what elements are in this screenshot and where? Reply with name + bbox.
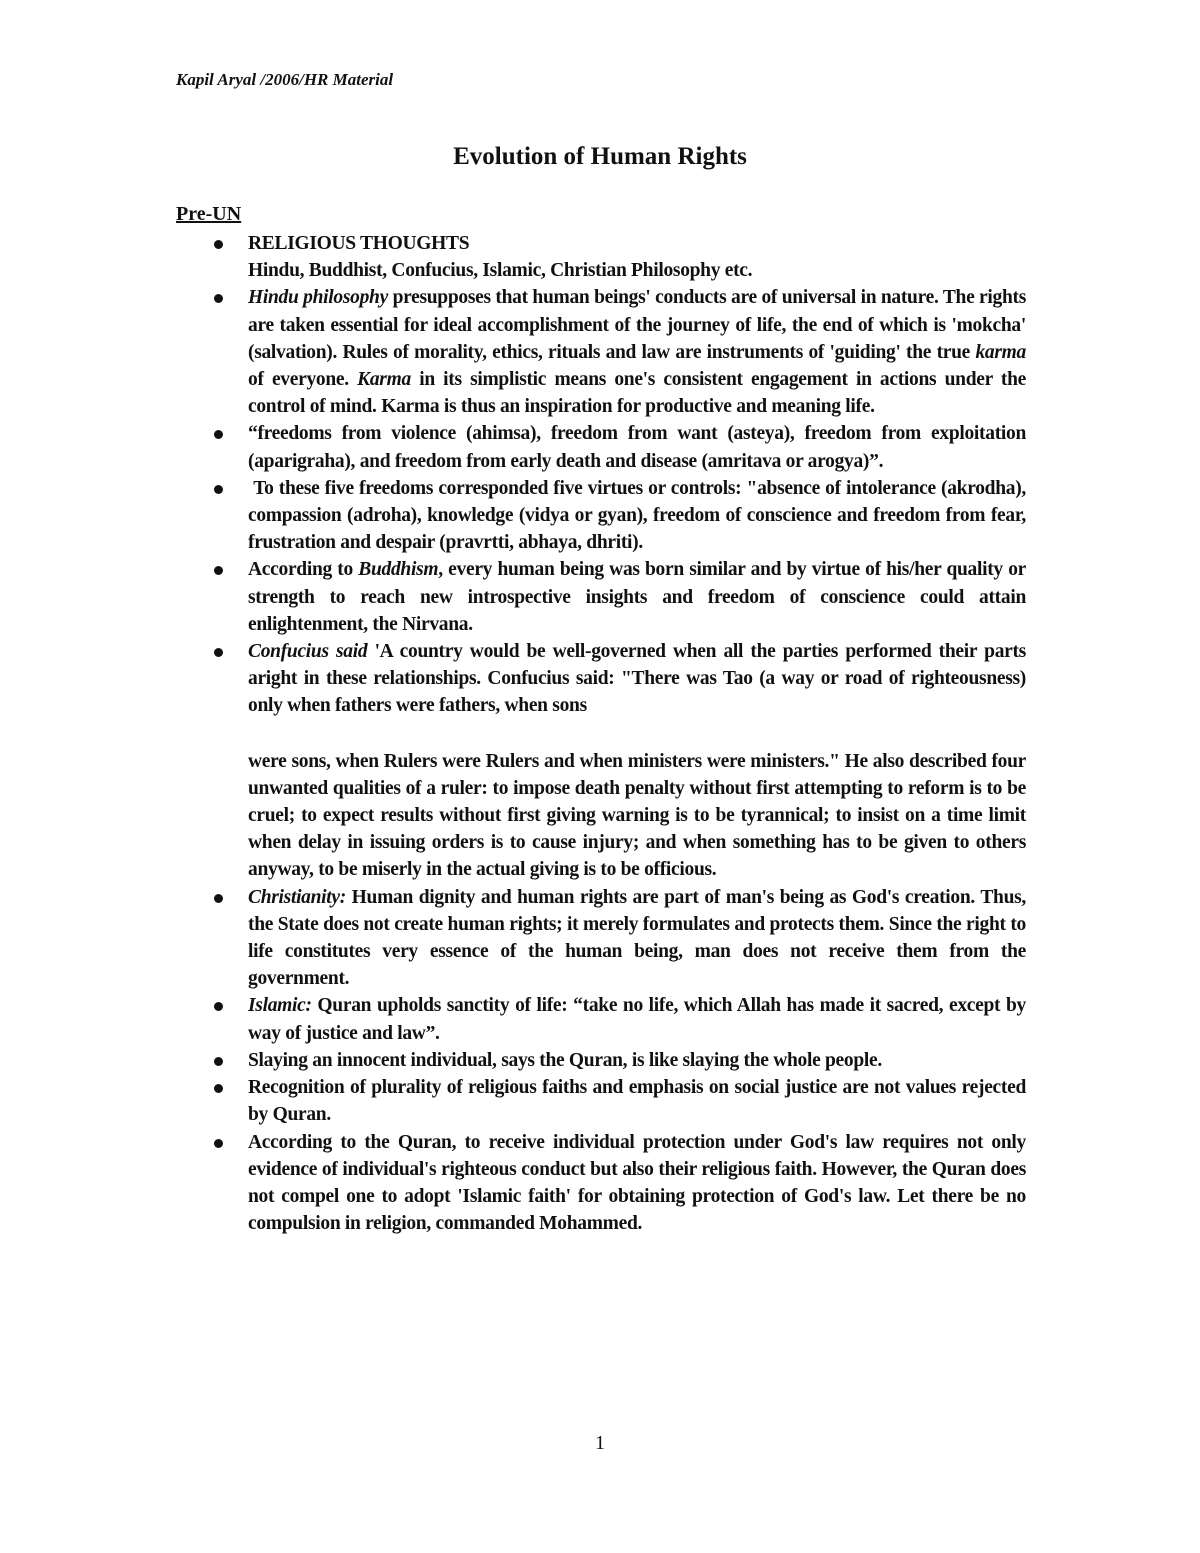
page-title: Evolution of Human Rights bbox=[453, 143, 747, 170]
item-keyword: Christianity: bbox=[248, 886, 346, 908]
list-item bbox=[176, 1129, 1026, 1238]
list-item bbox=[176, 230, 1026, 284]
list-item bbox=[176, 638, 1026, 884]
page-number: 1 bbox=[595, 1432, 605, 1454]
item-text: of everyone. bbox=[248, 369, 358, 391]
list-item bbox=[176, 1047, 1026, 1074]
document-body bbox=[176, 230, 1026, 1237]
document-header: Kapil Aryal /2006/HR Material bbox=[176, 70, 394, 89]
item-keyword: Hindu philosophy bbox=[248, 287, 388, 309]
item-keyword: karma bbox=[975, 341, 1026, 363]
list-item bbox=[176, 884, 1026, 993]
item-text: Human dignity and human rights are part of man's being as God's creation. Thus, the State does not create human rights; it merely formulates and protects them. Since the right to life constitutes very essence of the human being, man does not receive them from the government. bbox=[248, 886, 1026, 990]
item-keyword: Karma bbox=[357, 369, 411, 391]
bullet-icon bbox=[214, 566, 223, 575]
item-text: According to the Quran, to receive individual protection under God's law requires not only evidence of individual's righteous conduct but also their religious faith. However, the Quran does not compel one to adopt 'Islamic faith' for obtaining protection of God's law. Let there be no compulsion in religion, commanded Mohammed. bbox=[248, 1131, 1026, 1235]
item-text: “freedoms from violence (ahimsa), freedom from want (asteya), freedom from exploitation (aparigraha), and freedom from early death and disease (amritava or arogya)”. bbox=[248, 423, 1026, 472]
bullet-icon bbox=[214, 1139, 223, 1148]
item-text: 'A country would be well-governed when all the parties performed their parts aright in these relationships. Confucius said: "There was Tao (a way or road of righteousness) only when fathers were fathers, when sons bbox=[248, 641, 1026, 717]
item-text: presupposes that human beings' conducts are of universal in nature. The rights are taken essential for ideal accomplishment of the journey of life, the end of which is 'mokcha' (salvation). Rules of morality, ethics, rituals and law are instruments of 'guiding' the true bbox=[248, 287, 1026, 363]
bullet-icon bbox=[214, 1002, 223, 1011]
bullet-list bbox=[176, 230, 1026, 1237]
list-item bbox=[176, 284, 1026, 420]
item-text: , every human being was born similar and by virtue of his/her quality or strength to reach new introspective insights and freedom of conscience could attain enlightenment, the Nirvana. bbox=[248, 559, 1026, 635]
list-item bbox=[176, 556, 1026, 638]
page-break-gap bbox=[248, 720, 1026, 748]
list-item bbox=[176, 420, 1026, 474]
item-keyword: Islamic: bbox=[248, 995, 312, 1017]
list-item bbox=[176, 1074, 1026, 1128]
item-text: Slaying an innocent individual, says the Quran, is like slaying the whole people. bbox=[248, 1049, 882, 1071]
item-heading: RELIGIOUS THOUGHTS bbox=[248, 233, 470, 254]
bullet-icon bbox=[214, 894, 223, 903]
bullet-icon bbox=[214, 240, 223, 249]
bullet-icon bbox=[214, 430, 223, 439]
list-item bbox=[176, 992, 1026, 1046]
item-text: Quran upholds sanctity of life: “take no life, which Allah has made it sacred, except by way of justice and law”. bbox=[248, 995, 1026, 1044]
item-text: in its simplistic means one's consistent engagement in actions under the control of mind. Karma is thus an inspiration for productive and meaning life. bbox=[248, 369, 1027, 418]
bullet-icon bbox=[214, 1084, 223, 1093]
section-heading: Pre-UN bbox=[176, 203, 242, 225]
item-text: Hindu, Buddhist, Confucius, Islamic, Christian Philosophy etc. bbox=[248, 260, 753, 282]
bullet-icon bbox=[214, 1057, 223, 1066]
bullet-icon bbox=[214, 485, 223, 494]
list-item bbox=[176, 475, 1026, 557]
bullet-icon bbox=[214, 648, 223, 657]
item-keyword: Confucius said bbox=[248, 641, 368, 663]
item-text: To these five freedoms corresponded five virtues or controls: "absence of intolerance (akrodha), compassion (adroha), knowledge (vidya or gyan), freedom of conscience and freedom from fear, frustration and despair (pravrtti, abhaya, dhriti). bbox=[248, 477, 1026, 554]
item-text-continued: were sons, when Rulers were Rulers and when ministers were ministers." He also described four unwanted qualities of a ruler: to impose death penalty without first attempting to reform is to be cruel; to expect results without first giving warning is to be tyrannical; to insist on a time limit when delay in issuing orders is to cause injury; and when something has to be given to others anyway, to be miserly in the actual giving is to be officious. bbox=[248, 750, 1026, 881]
bullet-icon bbox=[214, 294, 223, 303]
item-keyword: Buddhism bbox=[358, 559, 439, 581]
item-text: According to bbox=[248, 559, 359, 581]
item-text: Recognition of plurality of religious faiths and emphasis on social justice are not values rejected by Quran. bbox=[248, 1077, 1026, 1126]
